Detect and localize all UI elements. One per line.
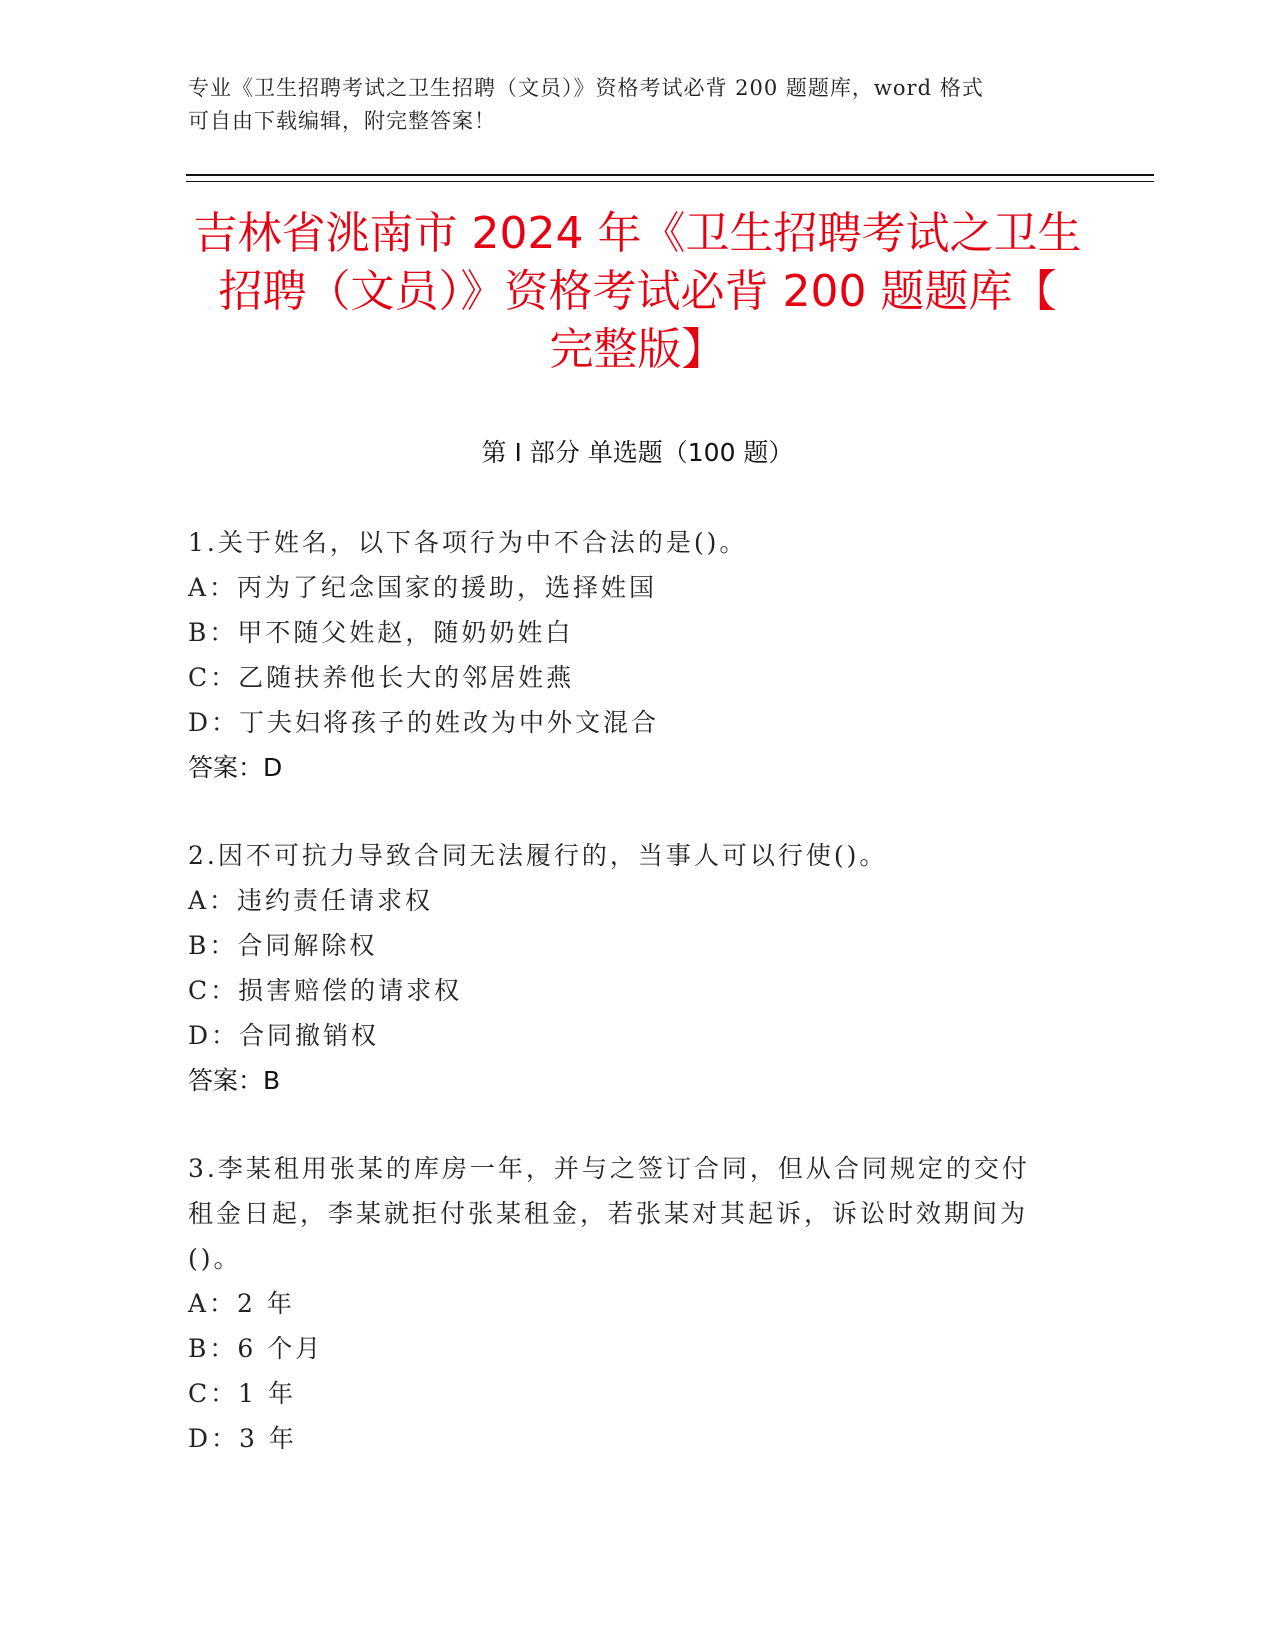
- option-d: D：合同撤销权: [188, 1021, 380, 1050]
- title-line: 招聘（文员）》资格考试必背 200 题题库【: [218, 266, 1057, 317]
- question-stem: 2.因不可抗力导致合同无法履行的，当事人可以行使()。: [188, 841, 888, 870]
- option-c: C：损害赔偿的请求权: [188, 976, 463, 1005]
- option-d: D：3 年: [188, 1424, 297, 1453]
- header-note: [188, 72, 1068, 138]
- header-rule-thin: [186, 181, 1154, 182]
- title-line: 吉林省洮南市 2024 年《卫生招聘考试之卫生: [193, 208, 1082, 259]
- title-line: 完整版】: [549, 324, 726, 375]
- question-stem: ()。: [188, 1244, 242, 1273]
- answer: 答案：B: [188, 1066, 281, 1095]
- option-a: A：丙为了纪念国家的援助，选择姓国: [188, 573, 658, 602]
- document-title: [150, 205, 1125, 379]
- option-d: D：丁夫妇将孩子的姓改为中外文混合: [188, 708, 660, 737]
- question-stem: 租金日起，李某就拒付张某租金，若张某对其起诉，诉讼时效期间为: [188, 1199, 1029, 1228]
- answer: 答案：D: [188, 753, 283, 782]
- option-c: C：1 年: [188, 1379, 296, 1408]
- question-3: [188, 1146, 1088, 1461]
- option-b: B：合同解除权: [188, 931, 378, 960]
- question-2: [188, 833, 1088, 1103]
- option-b: B：甲不随父姓赵，随奶奶姓白: [188, 618, 574, 647]
- option-c: C：乙随扶养他长大的邻居姓燕: [188, 663, 575, 692]
- question-list: [188, 520, 1088, 1504]
- question-stem: 3.李某租用张某的库房一年，并与之签订合同，但从合同规定的交付: [188, 1154, 1030, 1183]
- question-1: [188, 520, 1088, 790]
- option-a: A：2 年: [188, 1289, 295, 1318]
- header-note-line: 专业《卫生招聘考试之卫生招聘（文员）》资格考试必背 200 题题库，word 格式: [188, 76, 984, 100]
- option-a: A：违约责任请求权: [188, 886, 434, 915]
- header-rule-thick: [186, 174, 1154, 176]
- option-b: B：6 个月: [188, 1334, 324, 1363]
- question-stem: 1.关于姓名，以下各项行为中不合法的是()。: [188, 528, 748, 557]
- header-note-line: 可自由下载编辑，附完整答案！: [188, 109, 496, 133]
- section-title: 第 I 部分 单选题（100 题）: [481, 438, 794, 467]
